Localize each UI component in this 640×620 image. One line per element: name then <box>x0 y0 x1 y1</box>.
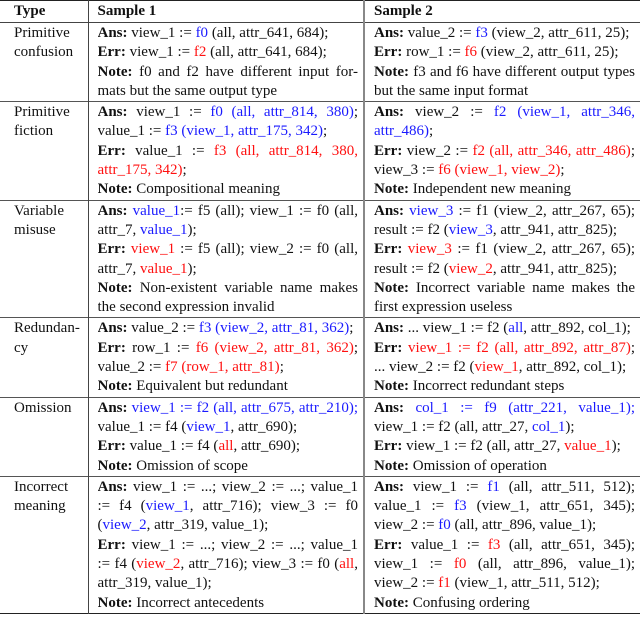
table-body <box>0 23 640 614</box>
label: Note: <box>374 279 409 296</box>
text-line <box>374 122 635 141</box>
text-line <box>374 82 635 101</box>
text: value_2 := <box>127 320 199 337</box>
label: Ans: <box>97 202 128 219</box>
label: Err: <box>374 241 403 258</box>
text: ; <box>353 339 358 356</box>
text-line <box>98 202 359 221</box>
type-cell <box>0 102 88 200</box>
text: attr_319, value_1); <box>97 575 212 592</box>
type-label-line: Primitive <box>14 25 70 41</box>
label: Ans: <box>374 399 405 416</box>
answer-highlight: f1 <box>487 478 500 495</box>
type-label-line: Variable <box>14 202 64 219</box>
text: view_1 := <box>374 556 454 573</box>
text: value_1 := <box>125 142 214 159</box>
label: Err: <box>374 536 403 553</box>
text-line <box>98 377 359 396</box>
text: ); <box>611 438 621 455</box>
text-line <box>374 437 635 456</box>
text: Incorrect variable name makes the <box>408 279 635 296</box>
type-label-line: Incorrect <box>14 478 69 495</box>
text-line <box>374 240 635 259</box>
text: , attr_941, attr_825); <box>492 260 618 277</box>
table-row <box>0 200 640 318</box>
error-highlight: value_1 <box>140 260 188 277</box>
text-line <box>374 202 635 221</box>
text-line <box>98 142 359 161</box>
text: , attr_941, attr_825); <box>492 221 618 238</box>
sample-1-cell <box>88 397 364 476</box>
text: ( <box>97 517 103 534</box>
text-line <box>98 82 359 101</box>
answer-highlight: f3 (view_1, attr_175, 342) <box>165 123 324 140</box>
text: (all, attr_511, 512); <box>499 478 635 495</box>
text: ... view_1 := f2 ( <box>404 320 509 337</box>
text-line <box>98 103 359 122</box>
text: ); <box>187 221 197 238</box>
text-line <box>374 358 635 377</box>
text-line <box>98 497 359 516</box>
answer-highlight: col_1 := f9 (attr_221, value_1); <box>415 399 635 416</box>
sample-2-cell <box>364 476 640 613</box>
text-line <box>374 478 635 497</box>
answer-highlight: attr_486) <box>374 123 429 140</box>
table-row <box>0 102 640 200</box>
label: Note: <box>97 594 133 611</box>
text: first expression useless <box>374 299 513 316</box>
text-line <box>98 24 359 43</box>
text-line <box>98 399 359 418</box>
answer-highlight: view_1 <box>186 418 231 435</box>
type-cell <box>0 397 88 476</box>
text: (all, attr_641, 684); <box>206 44 327 61</box>
text: value_1 := f4 ( <box>97 418 187 435</box>
table-row <box>0 397 640 476</box>
type-cell <box>0 23 88 102</box>
text: mats but the same output type <box>97 82 278 99</box>
sample-2-cell <box>364 397 640 476</box>
text: row_1 := <box>402 44 465 61</box>
text-line <box>374 516 635 535</box>
text: view_1 := <box>125 44 194 61</box>
text: view_1 := ...; view_2 := ...; value_1 <box>127 478 358 495</box>
text-line <box>374 103 635 122</box>
text: (all, attr_896, value_1); <box>450 517 597 534</box>
text: , attr_892, col_1); <box>518 359 627 376</box>
text: view_2 := <box>374 575 439 592</box>
label: Ans: <box>374 478 405 495</box>
text: , attr_892, col_1); <box>523 320 631 337</box>
text-line <box>98 279 359 298</box>
table-row <box>0 318 640 397</box>
label: Ans: <box>374 320 405 337</box>
label: Note: <box>374 181 409 198</box>
error-highlight: view_3 <box>407 241 452 258</box>
text: (view_2, attr_611, 25); <box>487 25 630 41</box>
text: view_1 := f2 (all, attr_27, <box>402 438 565 455</box>
text-line <box>98 298 359 317</box>
text-line <box>374 536 635 555</box>
text: Equivalent but redundant <box>132 378 288 395</box>
text: , attr_716); view_3 := f0 ( <box>180 556 340 573</box>
text-line <box>98 221 359 240</box>
text-line <box>98 418 359 437</box>
type-label-line: Omission <box>14 399 72 416</box>
error-highlight: view_2 <box>448 260 493 277</box>
text-line <box>374 574 635 593</box>
text: value_2 := <box>97 359 166 376</box>
text: Independent new meaning <box>408 181 572 198</box>
text: view_1 := <box>127 25 196 41</box>
type-label-line: cy <box>14 339 29 356</box>
answer-highlight: view_3 <box>448 221 493 238</box>
type-label-line: Primitive <box>14 104 70 121</box>
text: but the same input format <box>374 82 529 99</box>
error-highlight: all <box>218 438 234 455</box>
type-cell <box>0 200 88 318</box>
text: result := f2 ( <box>374 221 449 238</box>
error-highlight: f2 (all, attr_346, attr_486) <box>472 142 631 159</box>
label: Err: <box>374 438 403 455</box>
answer-highlight: f0 <box>195 25 209 41</box>
text-line <box>98 358 359 377</box>
text: , <box>354 556 358 573</box>
text-line <box>98 319 359 338</box>
text: (view_2, attr_611, 25); <box>477 44 619 61</box>
text: ; <box>560 162 565 179</box>
sample-2-cell <box>364 102 640 200</box>
sample-1-cell <box>88 476 364 613</box>
error-highlight: view_2 <box>136 556 181 573</box>
text: row_1 := <box>125 339 196 356</box>
text: := f5 (all); view_2 := f0 (all, <box>175 241 358 258</box>
error-highlight: f6 <box>464 44 478 61</box>
text: view_3 := <box>374 162 439 179</box>
text: := f1 (view_2, attr_267, 65); <box>451 241 635 258</box>
label: Ans: <box>97 478 128 495</box>
text-line <box>98 536 359 555</box>
text: result := f2 ( <box>374 260 449 277</box>
label: Err: <box>97 438 126 455</box>
text-line <box>374 279 635 298</box>
text-line <box>374 221 635 240</box>
label: Ans: <box>97 25 128 41</box>
text: ; <box>428 123 434 140</box>
text: (all, attr_641, 684); <box>208 25 329 41</box>
answer-highlight: view_2 <box>102 517 147 534</box>
answer-highlight: f3 <box>454 498 467 515</box>
text: Incorrect antecedents <box>132 594 265 611</box>
text: view_2 := <box>402 142 473 159</box>
text-line <box>374 260 635 279</box>
text-line <box>98 574 359 593</box>
text: value_1 := f4 ( <box>125 438 219 455</box>
text-line <box>98 43 359 62</box>
answer-highlight: value_1 <box>140 221 188 238</box>
label: Ans: <box>374 202 405 219</box>
text-line <box>98 180 359 199</box>
label: Ans: <box>97 320 128 337</box>
type-label-line: meaning <box>14 498 66 515</box>
text-line <box>98 478 359 497</box>
text-line <box>98 240 359 259</box>
header-type: Type <box>14 3 46 19</box>
text-line <box>98 339 359 358</box>
label: Note: <box>374 63 409 80</box>
text: Omission of scope <box>132 457 248 474</box>
text-line <box>98 161 359 180</box>
answer-highlight: f3 <box>475 25 488 41</box>
text-line <box>374 43 635 62</box>
answer-highlight: all <box>508 320 524 337</box>
text: := f4 ( <box>97 556 137 573</box>
text: f0 and f2 have different input for- <box>132 63 358 80</box>
label: Err: <box>374 339 403 356</box>
text-line <box>374 555 635 574</box>
error-highlight: all <box>339 556 355 573</box>
text: Omission of operation <box>408 457 547 474</box>
text: (view_1, attr_651, 345); <box>466 498 635 515</box>
text-line <box>374 63 635 82</box>
answer-highlight: f0 (all, attr_814, 380) <box>210 104 354 121</box>
type-label-line: confusion <box>14 44 74 61</box>
text-line <box>98 260 359 279</box>
error-highlight: f6 (view_1, view_2) <box>438 162 561 179</box>
text-line <box>374 399 635 418</box>
text-line <box>98 516 359 535</box>
text-line <box>374 457 635 476</box>
header-row <box>0 1 640 23</box>
answer-highlight: col_1 <box>532 418 566 435</box>
sample-2-cell <box>364 200 640 318</box>
text-line <box>98 555 359 574</box>
text-line <box>98 457 359 476</box>
error-highlight: f2 <box>193 44 207 61</box>
error-highlight: f6 (view_2, attr_81, 362) <box>195 339 354 356</box>
text: ); <box>187 260 197 277</box>
text: Non-existent variable name makes <box>132 279 358 296</box>
label: Note: <box>97 378 133 395</box>
type-cell <box>0 476 88 613</box>
answer-highlight: view_1 <box>145 498 190 515</box>
error-highlight: f1 <box>438 575 451 592</box>
text: value_1 := <box>402 536 488 553</box>
text-line <box>374 418 635 437</box>
text: view_2 := <box>374 517 439 534</box>
text: ; <box>353 104 358 121</box>
text: ; <box>630 142 635 159</box>
error-highlight: view_1 := f2 (all, attr_892, attr_87) <box>408 339 631 356</box>
text: := f5 (all); view_1 := f0 (all, <box>180 202 358 219</box>
label: Note: <box>374 594 409 611</box>
sample-1-cell <box>88 102 364 200</box>
sample-1-cell <box>88 200 364 318</box>
text: := f1 (view_2, attr_267, 65); <box>453 202 635 219</box>
header-sample-2: Sample 2 <box>364 1 640 23</box>
error-highlight: view_1 <box>130 241 176 258</box>
text: , attr_319, value_1); <box>146 517 269 534</box>
text-line <box>374 24 635 43</box>
error-highlight: value_1 <box>564 438 612 455</box>
text: f3 and f6 have different output types <box>408 63 635 80</box>
label: Err: <box>374 44 403 61</box>
text: Incorrect redundant steps <box>408 378 565 395</box>
error-highlight: f3 (all, attr_814, 380, <box>213 142 358 159</box>
text: := f4 ( <box>97 498 146 515</box>
answer-highlight: view_1 := f2 (all, attr_675, attr_210); <box>131 399 358 416</box>
text: , attr_716); view_3 := f0 <box>189 498 358 515</box>
label: Note: <box>97 457 133 474</box>
table-row <box>0 476 640 613</box>
sample-1-cell <box>88 318 364 397</box>
label: Ans: <box>374 104 405 121</box>
text: ... view_2 := f2 ( <box>374 359 475 376</box>
sample-1-cell <box>88 23 364 102</box>
label: Note: <box>374 378 409 395</box>
error-highlight: attr_175, 342) <box>97 162 183 179</box>
label: Err: <box>97 44 126 61</box>
text: value_2 := <box>404 25 476 41</box>
label: Err: <box>97 339 126 356</box>
text-line <box>374 142 635 161</box>
answer-highlight: view_3 <box>409 202 454 219</box>
text: ; <box>279 359 284 376</box>
text: ; <box>349 320 354 337</box>
type-label-line: fiction <box>14 123 54 140</box>
label: Err: <box>374 142 403 159</box>
error-highlight: f3 <box>487 536 501 553</box>
label: Ans: <box>97 104 128 121</box>
text: (view_1, attr_511, 512); <box>450 575 600 592</box>
label: Note: <box>374 457 409 474</box>
text-line <box>98 122 359 141</box>
sample-2-cell <box>364 23 640 102</box>
text: (all, attr_896, value_1); <box>466 556 635 573</box>
type-label-line: misuse <box>14 221 56 238</box>
text: , attr_690); <box>233 438 301 455</box>
text: view_1 := ...; view_2 := ...; value_1 <box>125 536 358 553</box>
label: Err: <box>97 241 126 258</box>
error-highlight: f7 (row_1, attr_81) <box>165 359 280 376</box>
text-line <box>374 161 635 180</box>
text-line <box>98 63 359 82</box>
text: value_1 := <box>97 123 166 140</box>
type-label-line: Redundan- <box>14 320 80 337</box>
answer-highlight: value_1 <box>132 202 181 219</box>
text: the second expression invalid <box>97 299 275 316</box>
text-line <box>98 437 359 456</box>
table-row <box>0 23 640 102</box>
text-line <box>374 180 635 199</box>
text: view_1 := <box>127 104 211 121</box>
text: value_1 := <box>374 498 455 515</box>
text-line <box>374 298 635 317</box>
text-line <box>374 339 635 358</box>
text: ); <box>565 418 575 435</box>
text: ; <box>630 339 635 356</box>
sample-2-cell <box>364 318 640 397</box>
text: view_2 := <box>404 104 494 121</box>
text: Confusing ordering <box>408 594 530 611</box>
type-cell <box>0 318 88 397</box>
text <box>404 400 415 416</box>
text: view_1 := <box>404 478 488 495</box>
text: , attr_690); <box>230 418 298 435</box>
text: ; <box>182 162 187 179</box>
label: Err: <box>97 536 126 553</box>
label: Note: <box>97 279 133 296</box>
label: Ans: <box>97 399 128 416</box>
text: ; <box>323 123 328 140</box>
answer-highlight: f2 (view_1, attr_346, <box>493 104 635 121</box>
answer-highlight: f3 (view_2, attr_81, 362) <box>198 320 350 337</box>
text-line <box>98 594 359 613</box>
error-highlight: f0 <box>453 556 467 573</box>
label: Ans: <box>374 25 405 41</box>
text: attr_7, <box>97 260 140 277</box>
text: (all, attr_651, 345); <box>500 536 635 553</box>
text: attr_7, <box>97 221 140 238</box>
text-line <box>374 377 635 396</box>
label: Note: <box>97 63 133 80</box>
text: Compositional meaning <box>132 181 280 198</box>
text-line <box>374 319 635 338</box>
header-sample-1: Sample 1 <box>88 1 364 23</box>
answer-highlight: f0 <box>438 517 451 534</box>
label: Err: <box>97 142 126 159</box>
text: view_1 := f2 (all, attr_27, <box>374 418 533 435</box>
label: Note: <box>97 181 133 198</box>
error-highlight: view_1 <box>474 359 519 376</box>
text-line <box>374 594 635 613</box>
text-line <box>374 497 635 516</box>
